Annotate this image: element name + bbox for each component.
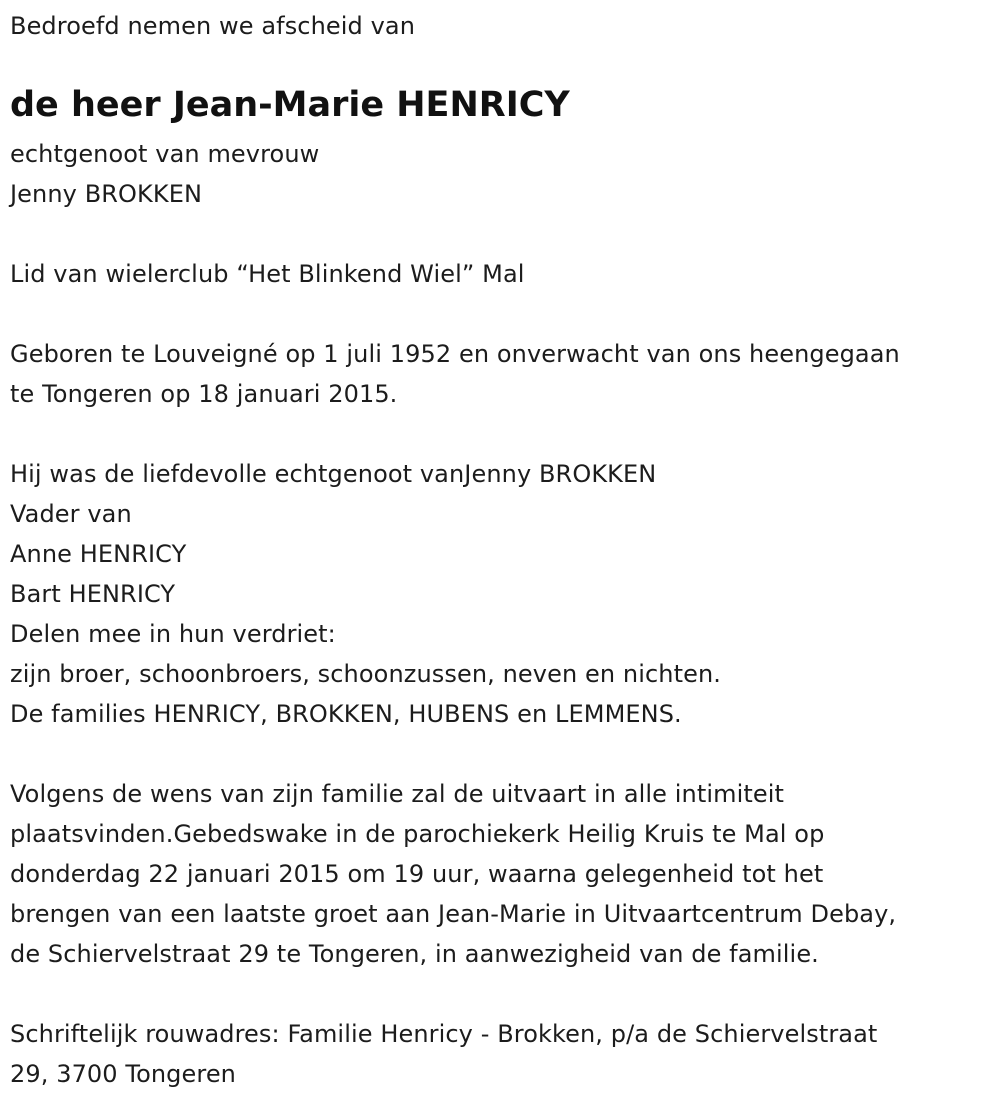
spacer (10, 974, 995, 1014)
paragraph-line: te Tongeren op 18 januari 2015. (10, 380, 398, 408)
address-paragraph (10, 1014, 995, 1094)
paragraph-line: zijn broer, schoonbroers, schoonzussen, neven en nichten. (10, 660, 721, 688)
birth-death-paragraph (10, 334, 995, 414)
family-paragraph (10, 454, 995, 734)
spacer (10, 414, 995, 454)
paragraph-line: donderdag 22 januari 2015 om 19 uur, waarna gelegenheid tot het (10, 860, 824, 888)
paragraph-line: Anne HENRICY (10, 540, 187, 568)
funeral-paragraph (10, 774, 995, 974)
paragraph-line: Schriftelijk rouwadres: Familie Henricy - Brokken, p/a de Schiervelstraat (10, 1020, 878, 1048)
intro-text: Bedroefd nemen we afscheid van (10, 12, 416, 40)
paragraph-line: Hij was de liefdevolle echtgenoot vanJenny BROKKEN (10, 460, 657, 488)
obituary-notice (10, 6, 995, 1094)
paragraph-line: Vader van (10, 500, 132, 528)
membership-text: Lid van wielerclub “Het Blinkend Wiel” Mal (10, 260, 525, 288)
paragraph-line: Bart HENRICY (10, 580, 176, 608)
paragraph-line: brengen van een laatste groet aan Jean-Marie in Uitvaartcentrum Debay, (10, 900, 897, 928)
paragraph-line: de Schiervelstraat 29 te Tongeren, in aanwezigheid van de familie. (10, 940, 819, 968)
paragraph-line: 29, 3700 Tongeren (10, 1060, 236, 1088)
paragraph-line: plaatsvinden.Gebedswake in de parochiekerk Heilig Kruis te Mal op (10, 820, 825, 848)
paragraph-line: Volgens de wens van zijn familie zal de uitvaart in alle intimiteit (10, 780, 785, 808)
spouse-name: Jenny BROKKEN (10, 180, 203, 208)
spacer (10, 214, 995, 254)
paragraph-line: De families HENRICY, BROKKEN, HUBENS en LEMMENS. (10, 700, 682, 728)
spacer (10, 734, 995, 774)
paragraph-line: Geboren te Louveigné op 1 juli 1952 en onverwacht van ons heengegaan (10, 340, 900, 368)
paragraph-line: Delen mee in hun verdriet: (10, 620, 336, 648)
spouse-label: echtgenoot van mevrouw (10, 140, 320, 168)
spacer (10, 294, 995, 334)
deceased-name: de heer Jean-Marie HENRICY (10, 85, 570, 125)
